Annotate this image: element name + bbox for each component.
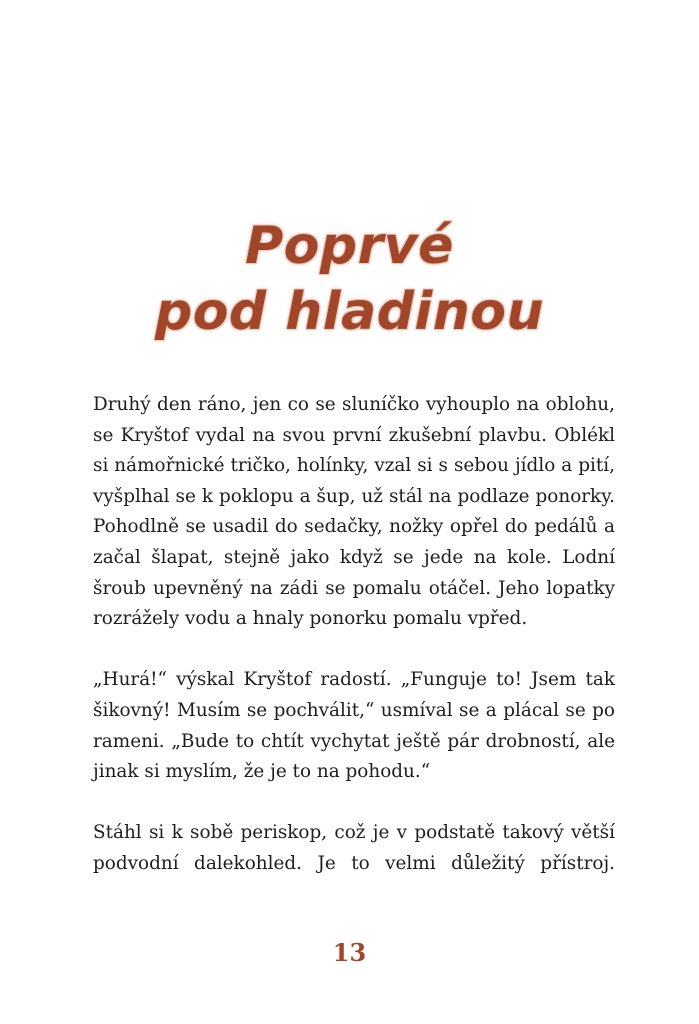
paragraph-3: Stáhl si k sobě periskop, což je v podstatě takový větší podvodní dalekohled. Je to velmi důležitý přístroj. [93,822,615,874]
page-number: 13 [332,938,367,967]
chapter-body [93,390,615,880]
chapter-title-line-2: pod hladinou [154,281,545,342]
paragraph-1: Druhý den ráno, jen co se sluníčko vyhouplo na oblohu, se Kryštof vydal na svou první zkušební plavbu. Oblékl si námořnické tričko, holínky, vzal si s sebou jídlo a pití, vyšplhal se k poklopu a šup, už stál na podlaze ponorky. Pohodlně se usadil do sedačky, nožky opřel do pedálů a začal šlapat, stejně jako když se jede na kole. Lodní šroub upevněný na zádi se pomalu otáčel. Jeho lopatky rozrážely vodu a hnaly ponorku pomalu vpřed. [93,394,615,630]
paragraph-2: „Hurá!“ výskal Kryštof radostí. „Funguje to! Jsem tak šikovný! Musím se pochválit,“ usmíval se a plácal se po rameni. „Bude to chtít vychytat ještě pár drobností, ale jinak si myslím, že je to na pohodu.“ [93,669,615,783]
chapter-title [0,213,699,345]
chapter-title-line-1: Poprvé [245,215,454,276]
